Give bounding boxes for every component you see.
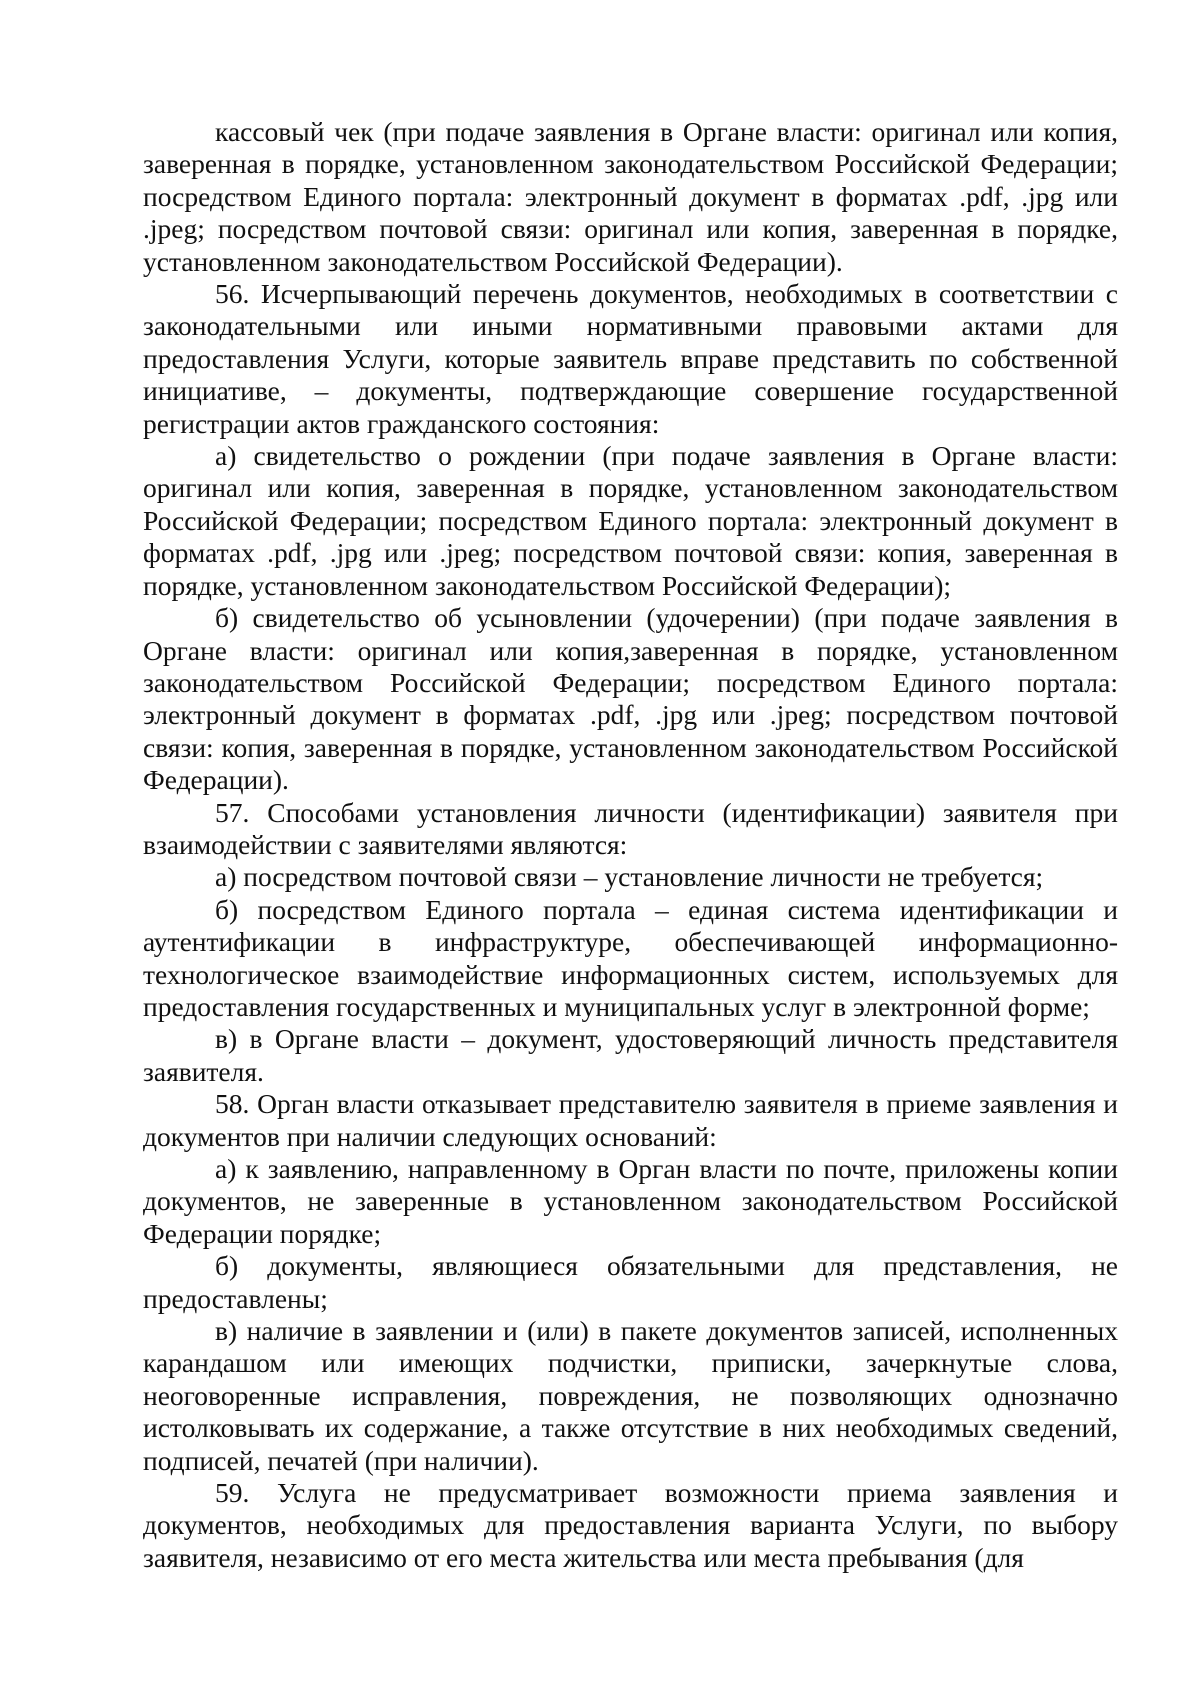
paragraph-58-b: б) документы, являющиеся обязательными для представления, не предоставлены; [143,1250,1118,1314]
paragraph-57-b: б) посредством Единого портала – единая система идентификации и аутентификации в инфраструктуре, обеспечивающей информационно-технологическое взаимодействие информационных систем, используемых для предоставления государственных и муниципальных услуг в электронной форме; [143,893,1118,1022]
paragraph-57-a: а) посредством почтовой связи – установление личности не требуется; [215,861,1044,893]
paragraph-58-v: в) наличие в заявлении и (или) в пакете документов записей, исполненных карандашом или имеющих подчистки, приписки, зачеркнутые слова, неоговоренные исправления, повреждения, не позволяющих однозначно истолковывать их содержание, а также отсутствие в них необходимых сведений, подписей, печатей (при наличии). [143,1315,1118,1476]
paragraph-cash-receipt: кассовый чек (при подаче заявления в Органе власти: оригинал или копия, заверенная в порядке, установленном законодательством Российской Федерации; посредством Единого портала: электронный документ в форматах .pdf, .jpg или .jpeg; посредством почтовой связи: оригинал или копия, заверенная в порядке, установленном законодательством Российской Федерации). [143,116,1118,277]
paragraph-58: 58. Орган власти отказывает представителю заявителя в приеме заявления и документов при наличии следующих оснований: [143,1088,1118,1152]
paragraph-57-v: в) в Органе власти – документ, удостоверяющий личность представителя заявителя. [143,1023,1118,1087]
paragraph-56: 56. Исчерпывающий перечень документов, необходимых в соответствии с законодательными или иными нормативными правовыми актами для предоставления Услуги, которые заявитель вправе представить по собственной инициативе, – документы, подтверждающие совершение государственной регистрации актов гражданского состояния: [143,278,1118,439]
paragraph-56-b: б) свидетельство об усыновлении (удочерении) (при подаче заявления в Органе власти: оригинал или копия,заверенная в порядке, установленном законодательством Российской Федерации; посредством Единого портала: электронный документ в форматах .pdf, .jpg или .jpeg; посредством почтовой связи: копия, заверенная в порядке, установленном законодательством Российской Федерации). [143,602,1118,796]
paragraph-56-a: а) свидетельство о рождении (при подаче заявления в Органе власти: оригинал или копия, заверенная в порядке, установленном законодательством Российской Федерации; посредством Единого портала: электронный документ в форматах .pdf, .jpg или .jpeg; посредством почтовой связи: копия, заверенная в порядке, установленном законодательством Российской Федерации); [143,440,1118,601]
paragraph-58-a: а) к заявлению, направленному в Орган власти по почте, приложены копии документов, не заверенные в установленном законодательством Российской Федерации порядке; [143,1153,1118,1249]
paragraph-57: 57. Способами установления личности (идентификации) заявителя при взаимодействии с заявителями являются: [143,796,1118,860]
paragraph-59: 59. Услуга не предусматривает возможности приема заявления и документов, необходимых для предоставления варианта Услуги, по выбору заявителя, независимо от его места жительства или места пребывания (для [143,1477,1118,1573]
document-page [143,116,1118,1574]
